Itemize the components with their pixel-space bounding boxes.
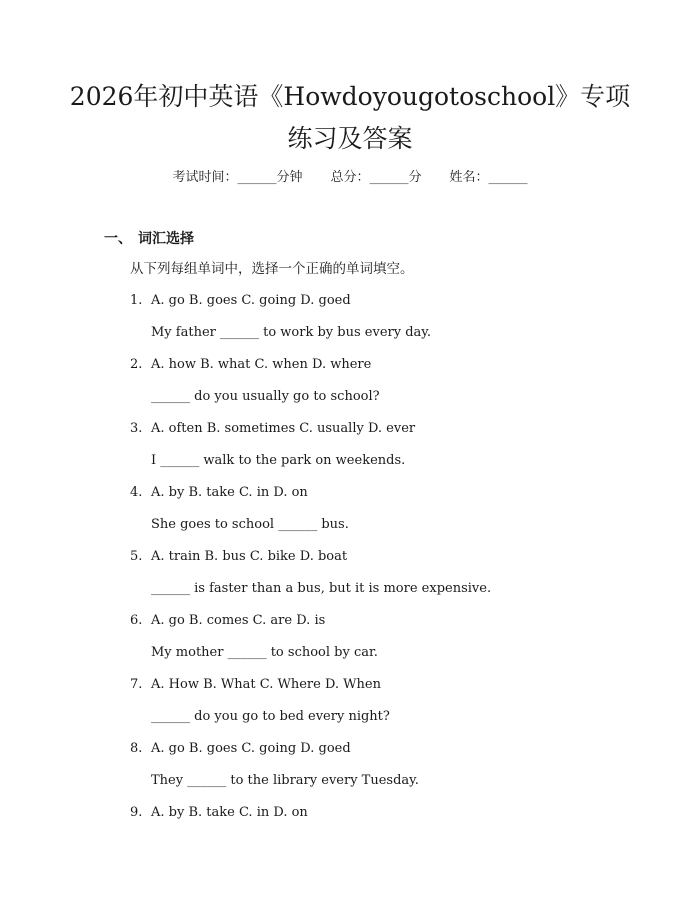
question-number: 2. [130,357,143,372]
options-text: A. often B. sometimes C. usually D. ever [151,421,416,436]
options-text: A. go B. goes C. going D. goed [151,293,351,308]
question-item [130,739,650,803]
question-sentence: ______ do you go to bed every night? [151,709,390,724]
section-number: 一、 [104,231,132,247]
question-sentence: She goes to school ______ bus. [151,517,349,532]
question-number: 9. [130,805,143,820]
options-text: A. how B. what C. when D. where [151,357,372,372]
exam-meta [0,168,700,188]
question-sentence: ______ is faster than a bus, but it is more expensive. [151,581,492,596]
exam-time-label: 考试时间：______分钟 [172,170,303,185]
options-text: A. go B. comes C. are D. is [151,613,326,628]
question-number: 4. [130,485,143,500]
question-sentence: My father ______ to work by bus every day. [151,325,432,340]
question-options [130,483,650,515]
section-heading [104,229,194,249]
question-sentence: My mother ______ to school by car. [151,645,378,660]
options-text: A. by B. take C. in D. on [151,805,308,820]
options-text: A. train B. bus C. bike D. boat [151,549,348,564]
question-sentence: They ______ to the library every Tuesday. [151,773,419,788]
question-number: 8. [130,741,143,756]
options-text: A. go B. goes C. going D. goed [151,741,351,756]
question-options [130,675,650,707]
section-instruction: 从下列每组单词中，选择一个正确的单词填空。 [130,261,414,277]
question-options [130,291,650,323]
question-list [130,291,650,835]
student-name-label: 姓名：______ [449,170,528,185]
question-item [130,419,650,483]
question-sentence: ______ do you usually go to school? [151,389,380,404]
question-options [130,355,650,387]
question-number: 7. [130,677,143,692]
question-item [130,547,650,611]
question-item [130,803,650,835]
question-number: 6. [130,613,143,628]
question-options [130,739,650,771]
options-text: A. by B. take C. in D. on [151,485,308,500]
question-sentence: I ______ walk to the park on weekends. [151,453,406,468]
total-score-label: 总分：______分 [330,170,422,185]
question-options [130,419,650,451]
question-number: 3. [130,421,143,436]
question-options [130,611,650,643]
question-item [130,611,650,675]
options-text: A. How B. What C. Where D. When [151,677,381,692]
question-options [130,547,650,579]
question-number: 1. [130,293,143,308]
document-title: 2026年初中英语《Howdoyougotoschool》专项练习及答案 [69,82,631,153]
question-item [130,675,650,739]
question-item [130,483,650,547]
question-number: 5. [130,549,143,564]
question-item [130,291,650,355]
section-title: 词汇选择 [138,231,194,247]
question-item [130,355,650,419]
question-options [130,803,650,835]
